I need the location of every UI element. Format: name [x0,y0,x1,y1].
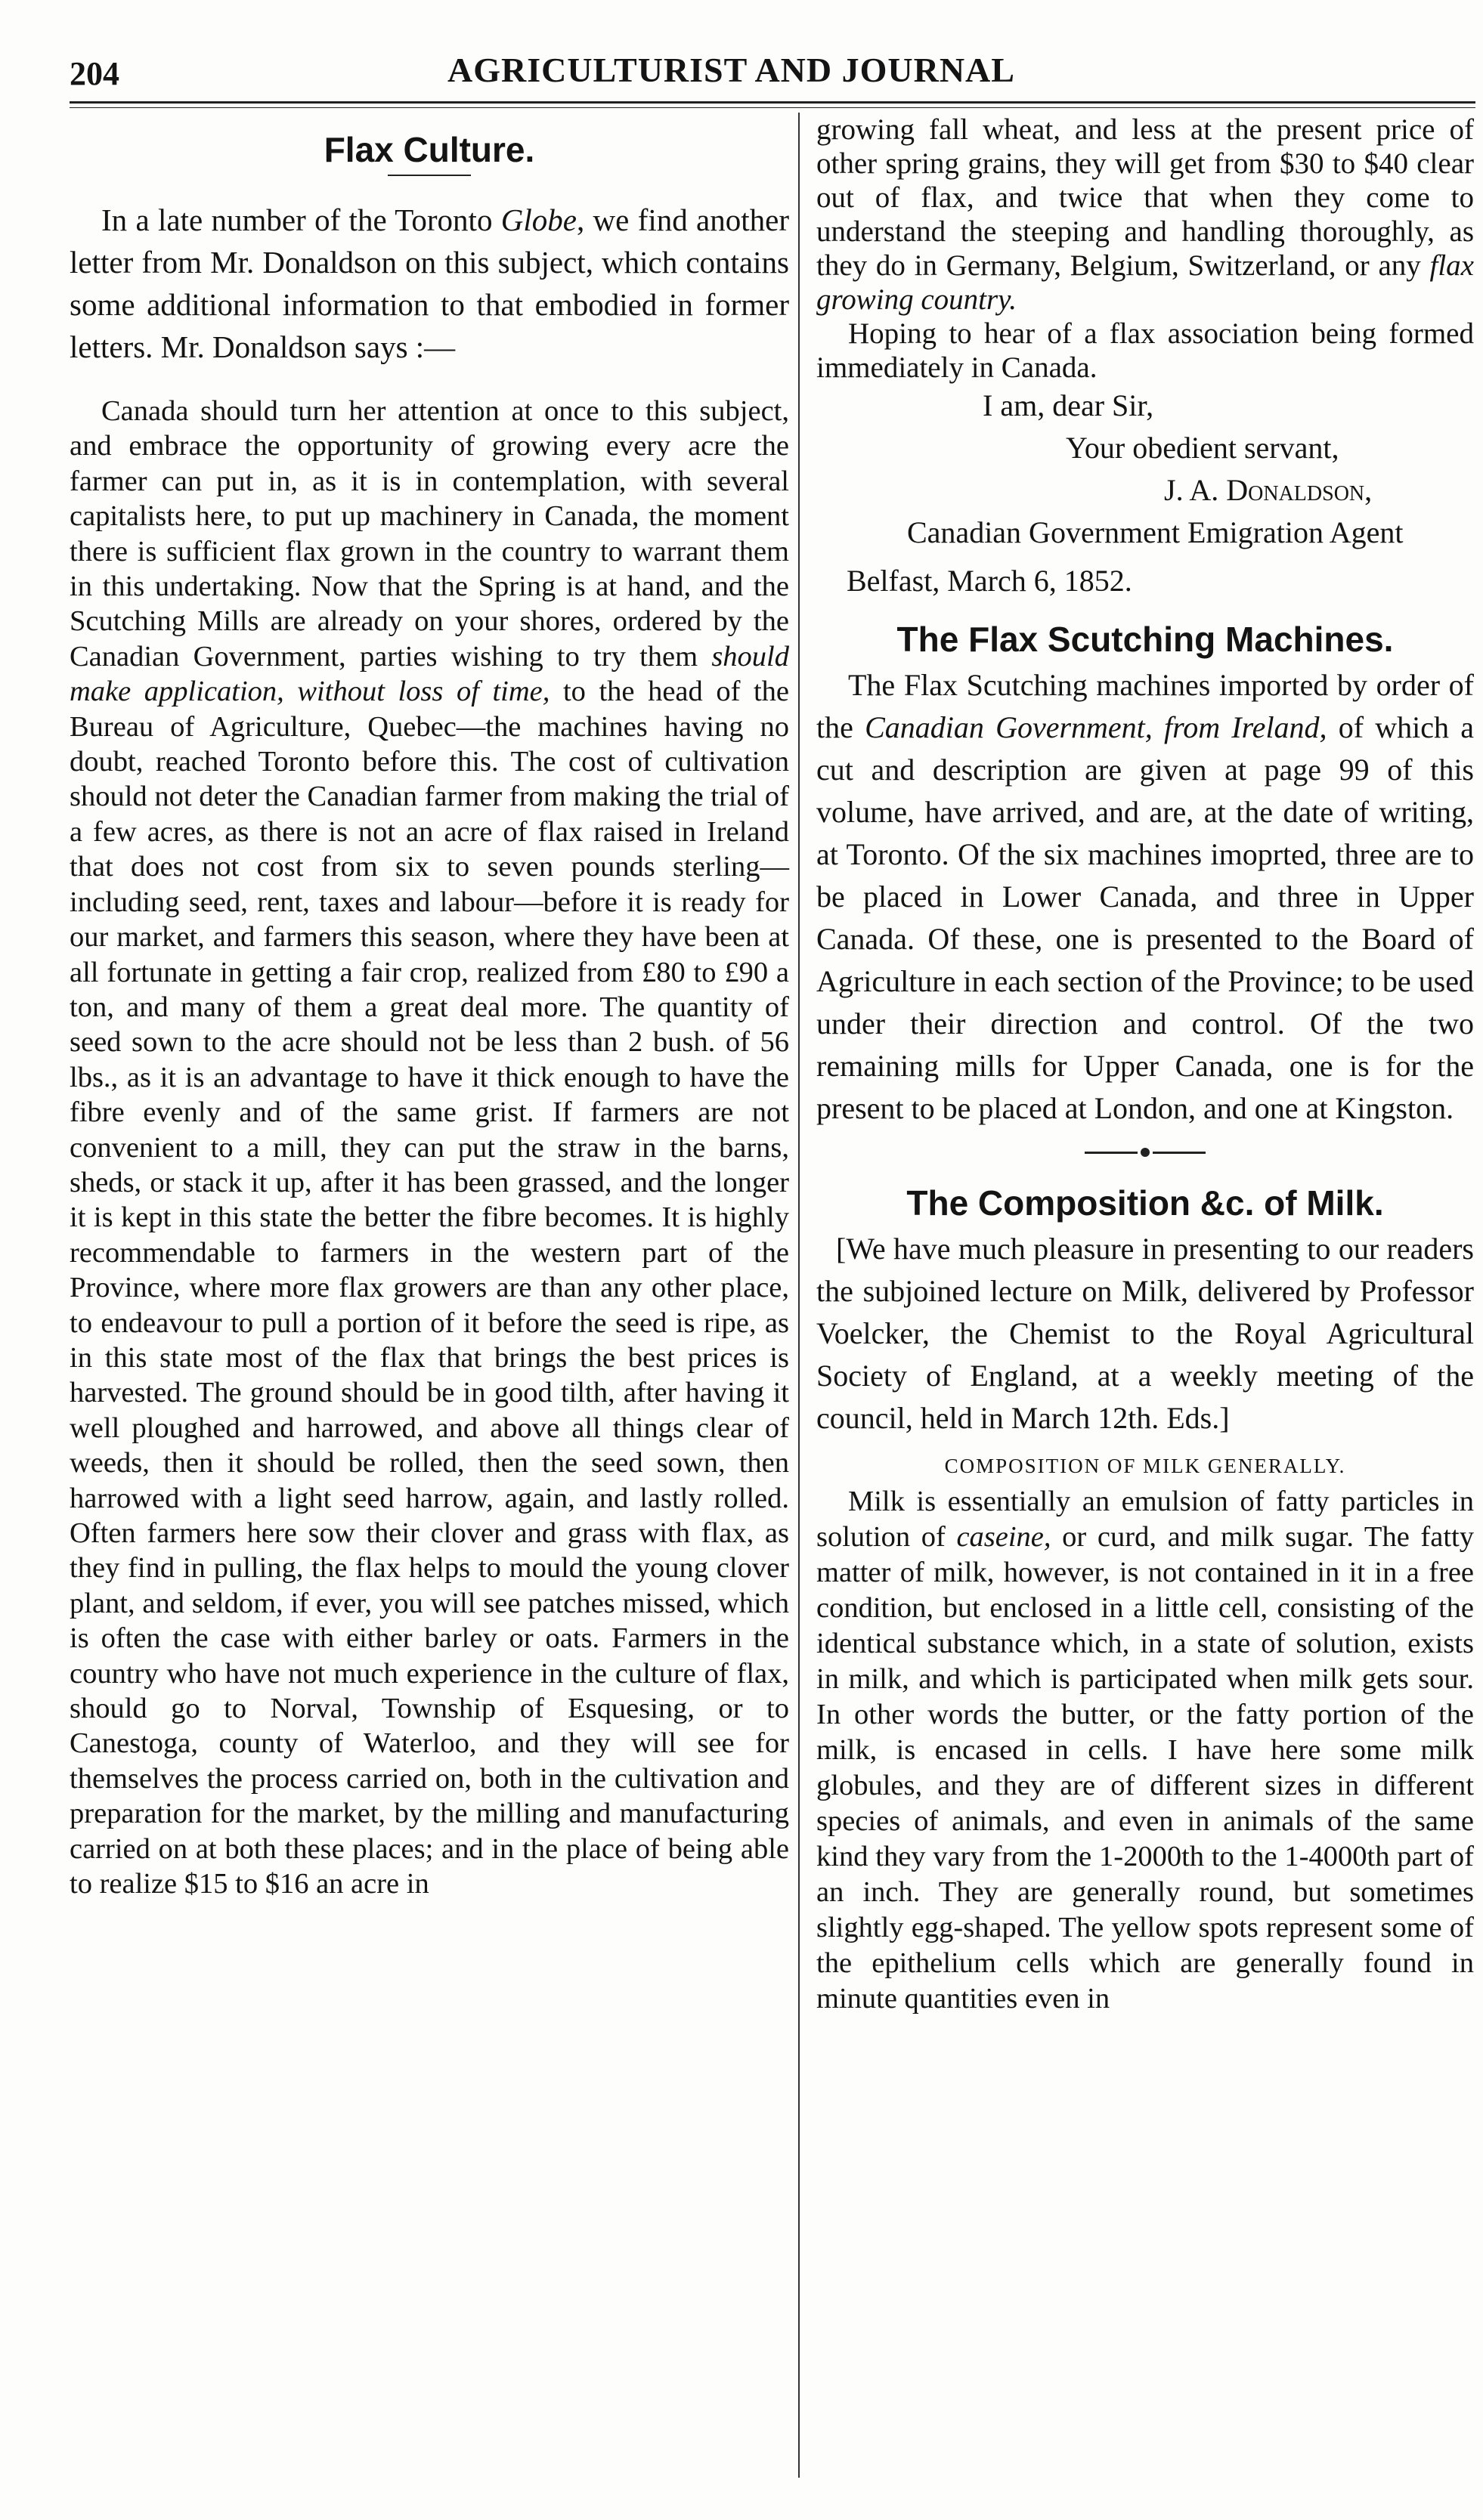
closing-salutation: I am, dear Sir, [983,388,1154,422]
page-number: 204 [70,55,119,92]
left-column [70,113,800,2478]
milk-composition-heading: The Composition &c. of Milk. [906,1183,1384,1223]
running-head [70,45,1472,98]
flax-culture-heading: Flax Culture. [324,130,535,169]
letter-hope: Hoping to hear of a flax association being formed immediately in Canada. [816,317,1474,384]
flax-country-emphasis: flax growing country. [816,249,1474,316]
letter-dateline: Belfast, March 6, 1852. [847,564,1132,598]
journal-title: AGRICULTURIST AND JOURNAL [447,51,1015,89]
closing-servant: Your obedient servant, [1066,431,1339,465]
flax-culture-intro: In a late number of the Toronto Globe, we find another letter from Mr. Donaldson on this subject, which contains some additional information to that embodied in former letters. Mr. Donaldson says :— [70,203,790,364]
caseine-term: caseine, [956,1521,1051,1553]
milk-composition-body: Milk is essentially an emulsion of fatty particles in solution of caseine, or curd, and milk sugar. The fatty matter of milk, however, is not contained in it in a free condition, but enclosed in a little cell, consisting of the identical substance which, in a state of solution, exists in milk, and which is participated when milk gets sour. In other words the butter, or the fatty portion of the milk, is encased in cells. I have here some milk globules, and they are of different sizes in different species of animals, and even in animals of the same kind they vary from the 1-2000th to the 1-4000th part of an inch. They are generally round, but sometimes slightly egg-shaped. The yellow spots represent some of the epithelium cells which are generally found in minute quantities even in [816,1486,1474,2014]
right-column [800,113,1474,2478]
donaldson-letter-body: Canada should turn her attention at once to this subject, and embrace the opportunity of growing every acre the farmer can put in, as it is in contemplation, with several capitalists here, to put up machinery in Canada, the moment there is sufficient flax grown in the country to warrant them in this undertaking. Now that the Spring is at hand, and the Scutching Mills are already on your shores, ordered by the Canadian Government, parties wishing to try them should make application, without loss of time, to the head of the Bureau of Agriculture, Quebec—the machines having no doubt, reached Toronto before this. The cost of cultivation should not deter the Canadian farmer from making the trial of a few acres, as there is not an acre of flax raised in Ireland that does not cost from six to seven pounds sterling—including seed, rent, taxes and labour—before it is ready for our market, and farmers this season, where they have been at all fortunate in getting a fair crop, realized from £80 to £90 a ton, and many of them a great deal more. The quantity of seed sown to the acre should not be less than 2 bush. of 56 lbs., as it is an advantage to have it thick enough to have the fibre evenly and of the same grist. If farmers are not convenient to a mill, they can put the straw in the barns, sheds, or stack it up, after it has been grassed, and the longer it is kept in this state the better the fibre becomes. It is highly recommendable to farmers in the western part of the Province, where more flax growers are than any other place, to endeavour to pull a portion of it before the seed is ripe, as in this state most of the flax that brings the best prices is harvested. The ground should be in good tilth, after having it well ploughed and harrowed, and above all things clear of weeds, then it should be rolled, then the seed sown, then harrowed with a light seed harrow, again, and lastly rolled. Often farmers here sow their clover and grass with flax, as they find in pulling, the flax helps to mould the young clover plant, and seldom, if ever, you will see patches missed, which is often the case with either barley or oats. Farmers in the country who have not much experience in the culture of flax, should go to Norval, Township of Esquesing, or to Canestoga, county of Waterloo, and they will see for themselves the process carried on, both in the cultivation and preparation for the market, by the milling and manufacturing carried on at both these places; and in the place of being able to realize $15 to $16 an acre in [70,395,789,1900]
letter-emphasis: should make application, without loss of time, [70,640,789,708]
signature-title: Canadian Government Emigration Agent [907,515,1404,549]
letter-continuation: growing fall wheat, and less at the present price of other spring grains, they will get from $30 to $40 clear out of flax, and twice that when they come to understand the steeping and handling thoroughly, as they do in Germany, Belgium, Switzerland, or any flax growing country. [816,113,1474,316]
government-emphasis: Canadian Government, from Ireland, [865,710,1327,744]
signature-name: J. A. Donaldson, [1164,473,1373,507]
header-double-rule [70,101,1475,108]
two-column-body [70,113,1475,2478]
editor-note: [We have much pleasure in presenting to our readers the subjoined lecture on Milk, delivered by Professor Voelcker, the Chemist to the Royal Agricultural Society of England, at a weekly meeting of the council, held in March 12th. Eds.] [816,1232,1474,1435]
milk-subheading: COMPOSITION OF MILK GENERALLY. [944,1455,1346,1477]
heading-rule [388,175,471,176]
section-divider [816,1148,1474,1157]
scutching-machines-heading: The Flax Scutching Machines. [896,620,1394,659]
globe-title: Globe [500,203,577,237]
scutching-machines-body: The Flax Scutching machines imported by order of the Canadian Government, from Ireland, of which a cut and description are given at page 99 of this volume, have arrived, and are, at the date of writing, at Toronto. Of the six machines imoprted, three are to be placed in Lower Canada, and three in Upper Canada. Of these, one is presented to the Board of Agriculture in each section of the Province; to be used under their direction and control. Of the two remaining mills for Upper Canada, one is for the present to be placed at London, and one at Kingston. [816,668,1475,1125]
